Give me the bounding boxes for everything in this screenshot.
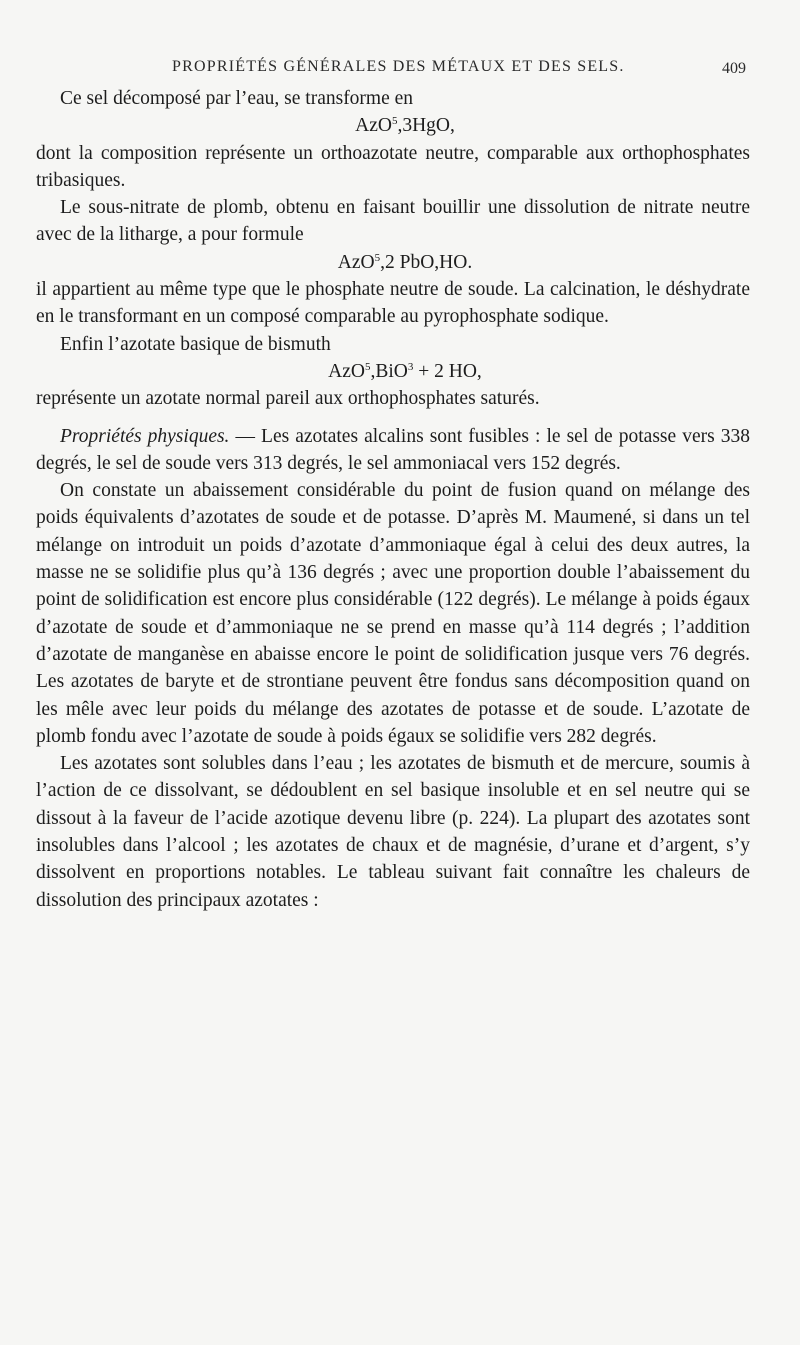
paragraph-normal: représente un azotate normal pareil aux orthophosphates saturés. [36, 388, 540, 410]
formula-part: ,BiO [370, 360, 408, 382]
paragraph-proprietes-text: — Les azotates alcalins sont fusibles : le sel de potasse vers 338 degrés, le sel de soude vers 313 degrés, le sel ammoniacal vers 152 degrés. [36, 425, 750, 474]
paragraph-proprietes [36, 423, 750, 478]
formula-exponent: 5 [391, 115, 398, 128]
formula-exponent: 5 [365, 360, 371, 373]
formula-exponent: 5 [374, 251, 381, 264]
paragraph-sous-nitrate: Le sous-nitrate de plomb, obtenu en faisant bouillir une dissolution de nitrate neutre avec de la litharge, a pour formule [36, 197, 750, 246]
formula-part: AzO [337, 251, 375, 273]
paragraph-bismuth: Enfin l’azotate basique de bismuth [60, 333, 331, 355]
formula-part: ,3HgO, [397, 115, 455, 137]
formula-azotate-bismuth [36, 358, 750, 385]
formula-orthoazotate [36, 112, 750, 139]
formula-part: ,2 PbO,HO. [380, 251, 473, 273]
paragraph-intro: Ce sel décomposé par l’eau, se transforme en [60, 88, 414, 109]
formula-sous-nitrate-plomb [36, 249, 750, 276]
running-title: PROPRIÉTÉS GÉNÉRALES DES MÉTAUX ET DES SELS. [172, 58, 625, 75]
formula-exponent: 3 [407, 360, 414, 373]
paragraph-solubilite: Les azotates sont solubles dans l’eau ; les azotates de bismuth et de mercure, soumis à l’action de ce dissolvant, se dédoublent en sel basique insoluble et en sel neutre qui se dissout à la faveur de l’acide azotique devenu libre (p. 224). La plupart des azotates sont insolubles dans l’alcool ; les azotates de chaux et de magnésie, d’urane et d’argent, s’y dissolvent en proportions notables. Le tableau suivant fait connaître les chaleurs de dissolution des principaux azotates : [36, 753, 750, 911]
formula-part: + 2 HO, [413, 360, 482, 382]
body-text [36, 85, 750, 914]
formula-part: AzO [328, 360, 365, 382]
paragraph-type: il appartient au même type que le phosphate neutre de soude. La calcination, le déshydrate en le transformant en un composé comparable au pyrophosphate sodique. [36, 279, 750, 328]
paragraph-composition: dont la composition représente un orthoazotate neutre, comparable aux orthophosphates tribasiques. [36, 142, 750, 191]
section-heading: Propriétés physiques. [60, 425, 230, 447]
paragraph-fusion: On constate un abaissement considérable du point de fusion quand on mélange des poids équivalents d’azotates de soude et de potasse. D’après M. Maumené, si dans un tel mélange on introduit un poids d’azotate d’ammoniaque égal à celui des deux autres, la masse ne se solidifie plus qu’à 136 degrés ; avec une proportion double l’abaissement du point de solidification est encore plus considérable (122 degrés). Le mélange à poids égaux d’azotate de soude et d’ammoniaque ne se prend en masse qu’à 114 degrés ; l’addition d’azotate de manganèse en abaisse encore le point de solidification jusque vers 76 degrés. Les azotates de baryte et de strontiane peuvent être fondus sans décomposition quand on les mêle avec leur poids du mélange des azotates de potasse et de soude. L’azotate de plomb fondu avec l’azotate de soude à poids égaux se solidifie vers 282 degrés. [36, 480, 750, 747]
page-number: 409 [722, 60, 746, 77]
formula-part: AzO [355, 115, 392, 137]
